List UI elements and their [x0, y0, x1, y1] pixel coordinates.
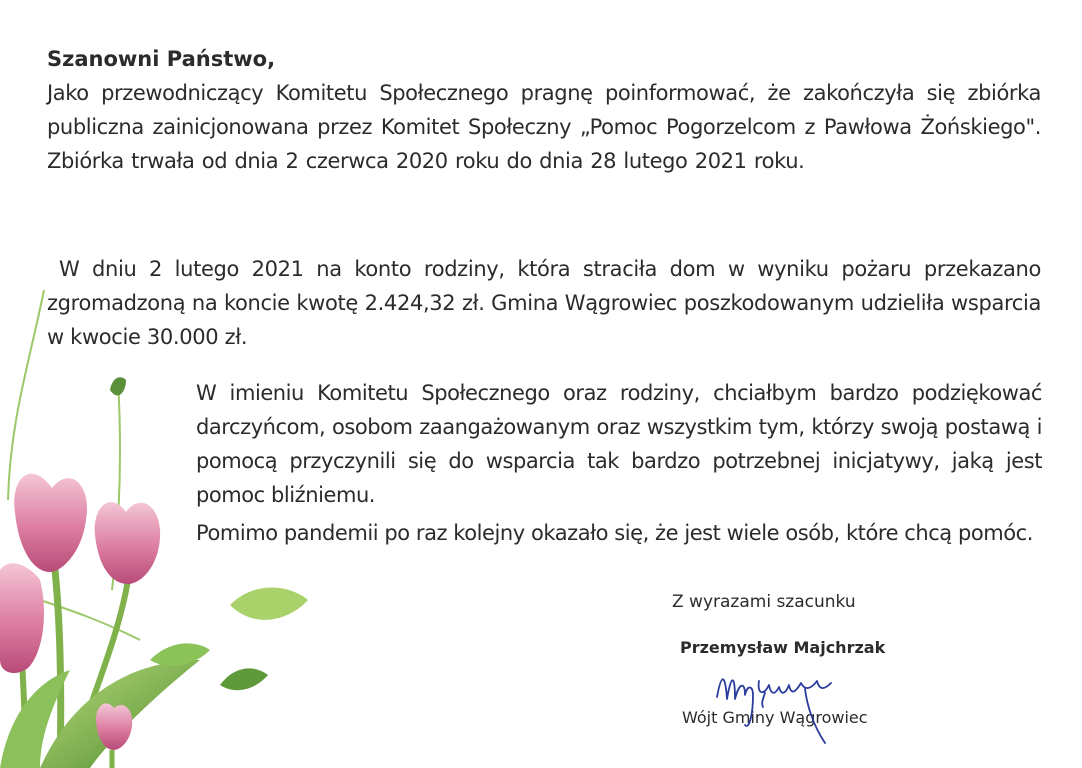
signer-name: Przemysław Majchrzak: [680, 638, 886, 657]
letter-paragraph-4: Pomimo pandemii po raz kolejny okazało się, że jest wiele osób, które chcą pomóc.: [196, 521, 1033, 545]
handwritten-signature: [705, 655, 845, 750]
letter-paragraph-3: W imieniu Komitetu Społecznego oraz rodziny, chciałbym bardzo podziękować darczyńcom, osobom zaangażowanym oraz wszystkim tym, którzy swoją postawą i pomocą przyczynili się do wsparcia tak bardzo potrzebnej inicjatywy, jaką jest pomoc bliźniemu.: [196, 381, 1042, 507]
letter-paragraph-2: W dniu 2 lutego 2021 na konto rodziny, która straciła dom w wyniku pożaru przekazano zgromadzoną na koncie kwotę 2.424,32 zł. Gmina Wągrowiec poszkodowanym udzieliła wsparcia w kwocie 30.000 zł.: [47, 257, 1041, 349]
letter-paragraph-1: Jako przewodniczący Komitetu Społecznego pragnę poinformować, że zakończyła się zbiórka publiczna zainicjonowana przez Komitet Społeczny „Pomoc Pogorzelcom z Pawłowa Żońskiego". Zbiórka trwała od dnia 2 czerwca 2020 roku do dnia 28 lutego 2021 roku.: [47, 81, 1041, 173]
letter-greeting: Szanowni Państwo,: [47, 47, 276, 71]
signer-title: Wójt Gminy Wągrowiec: [682, 708, 868, 727]
letter-closing: Z wyrazami szacunku: [672, 592, 856, 612]
